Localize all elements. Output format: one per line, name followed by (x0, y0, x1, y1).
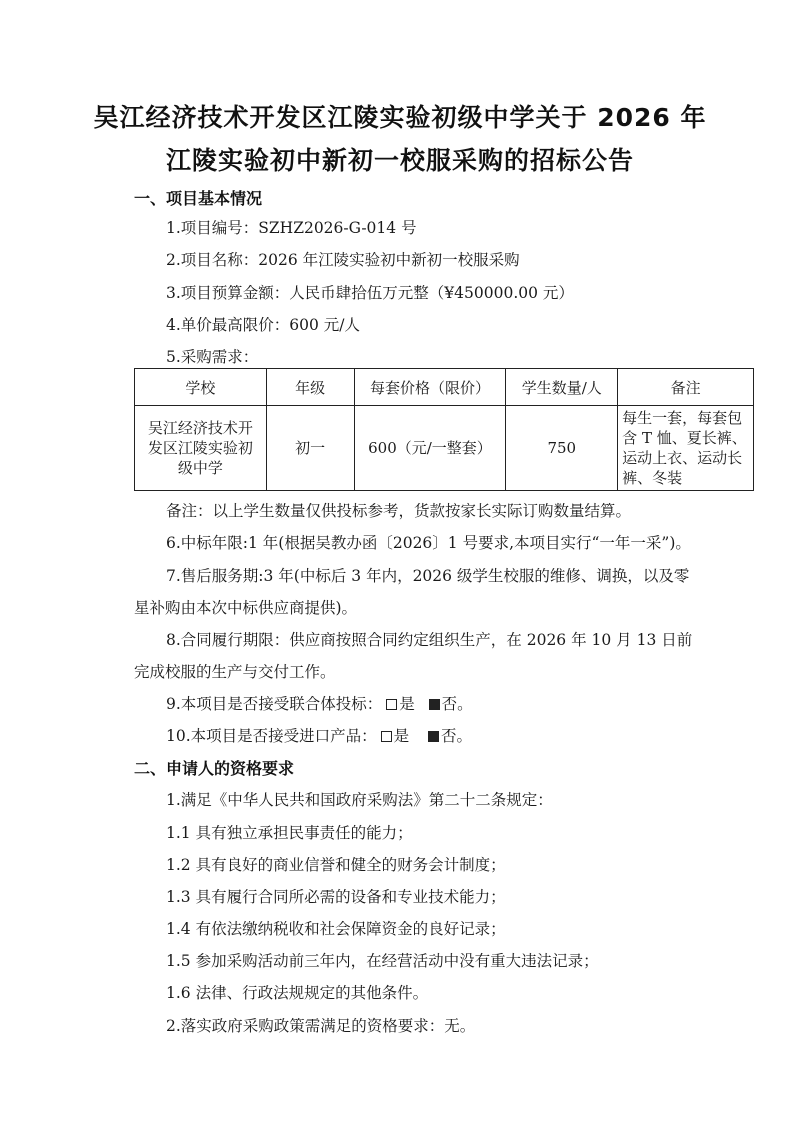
header-price: 每套价格（限价） (354, 369, 506, 406)
cell-school-line: 吴江经济技术开 (147, 419, 253, 437)
cell-school-line: 发区江陵实验初 (147, 439, 253, 457)
consortium-no-label: 否。 (441, 695, 473, 713)
consortium-label: 9.本项目是否接受联合体投标： (166, 695, 383, 713)
title-line-2: 江陵实验初中新初一校服采购的招标公告 (165, 146, 634, 175)
section-2-heading: 二、申请人的资格要求 (134, 759, 295, 778)
cell-note-line: 裤、冬装 (622, 469, 683, 487)
qualification-item: 1.2 具有良好的商业信誉和健全的财务会计制度； (166, 856, 506, 874)
cell-count: 750 (506, 406, 618, 491)
checked-box-icon[interactable] (429, 699, 440, 710)
cell-school (135, 406, 267, 491)
checked-box-icon[interactable] (428, 731, 439, 742)
header-note: 备注 (618, 369, 754, 406)
item-imported-products (166, 724, 472, 746)
imported-no-label: 否。 (440, 727, 472, 745)
item-project-name: 2.项目名称：2026 年江陵实验初中新初一校服采购 (166, 251, 520, 269)
title-line-1: 吴江经济技术开发区江陵实验初级中学关于 2026 年 (93, 103, 707, 132)
procurement-table (134, 368, 754, 491)
qualification-item: 1.满足《中华人民共和国政府采购法》第二十二条规定： (166, 791, 553, 809)
unchecked-box-icon[interactable] (381, 731, 392, 742)
cell-grade: 初一 (266, 406, 354, 491)
qualification-item: 1.3 具有履行合同所必需的设备和专业技术能力； (166, 888, 506, 906)
item-after-sales-line-2: 星补购由本次中标供应商提供)。 (134, 599, 358, 617)
item-contract-period-line-1: 8.合同履行期限：供应商按照合同约定组织生产，在 2026 年 10 月 13 日前 (166, 631, 693, 649)
item-after-sales-line-1: 7.售后服务期:3 年(中标后 3 年内，2026 级学生校服的维修、调换，以及零 (166, 567, 690, 585)
item-procurement-needs: 5.采购需求： (166, 348, 259, 366)
table-header-row (135, 369, 754, 406)
unchecked-box-icon[interactable] (386, 699, 397, 710)
item-consortium-bid (166, 692, 473, 714)
cell-note-line: 运动上衣、运动长 (622, 449, 743, 467)
header-grade: 年级 (266, 369, 354, 406)
header-school: 学校 (135, 369, 267, 406)
imported-yes-label: 是 (393, 727, 410, 745)
cell-school-line: 级中学 (177, 459, 223, 477)
qualification-item: 1.6 法律、行政法规规定的其他条件。 (166, 984, 429, 1002)
item-unit-price-limit: 4.单价最高限价：600 元/人 (166, 316, 361, 334)
cell-note (618, 406, 754, 491)
item-project-budget: 3.项目预算金额：人民币肆拾伍万元整（¥450000.00 元） (166, 284, 574, 302)
imported-label: 10.本项目是否接受进口产品： (166, 727, 377, 745)
qualification-item: 1.1 具有独立承担民事责任的能力； (166, 824, 413, 842)
qualification-item: 1.4 有依法缴纳税收和社会保障资金的良好记录； (166, 920, 506, 938)
header-count: 学生数量/人 (506, 369, 618, 406)
table-row (135, 406, 754, 491)
table-remark: 备注：以上学生数量仅供投标参考，货款按家长实际订购数量结算。 (166, 502, 632, 520)
cell-price: 600（元/一整套） (354, 406, 506, 491)
item-award-term: 6.中标年限:1 年(根据吴教办函〔2026〕1 号要求,本项目实行“一年一采”)。 (166, 534, 691, 552)
item-project-number: 1.项目编号：SZHZ2026-G-014 号 (166, 219, 417, 237)
cell-note-line: 含 T 恤、夏长裤、 (622, 429, 747, 447)
qualification-item: 1.5 参加采购活动前三年内，在经营活动中没有重大违法记录； (166, 952, 599, 970)
qualification-item: 2.落实政府采购政策需满足的资格要求：无。 (166, 1017, 476, 1035)
item-contract-period-line-2: 完成校服的生产与交付工作。 (134, 663, 336, 681)
consortium-yes-label: 是 (399, 695, 415, 713)
section-1-heading: 一、项目基本情况 (134, 189, 263, 208)
cell-note-line: 每生一套，每套包 (622, 409, 743, 427)
